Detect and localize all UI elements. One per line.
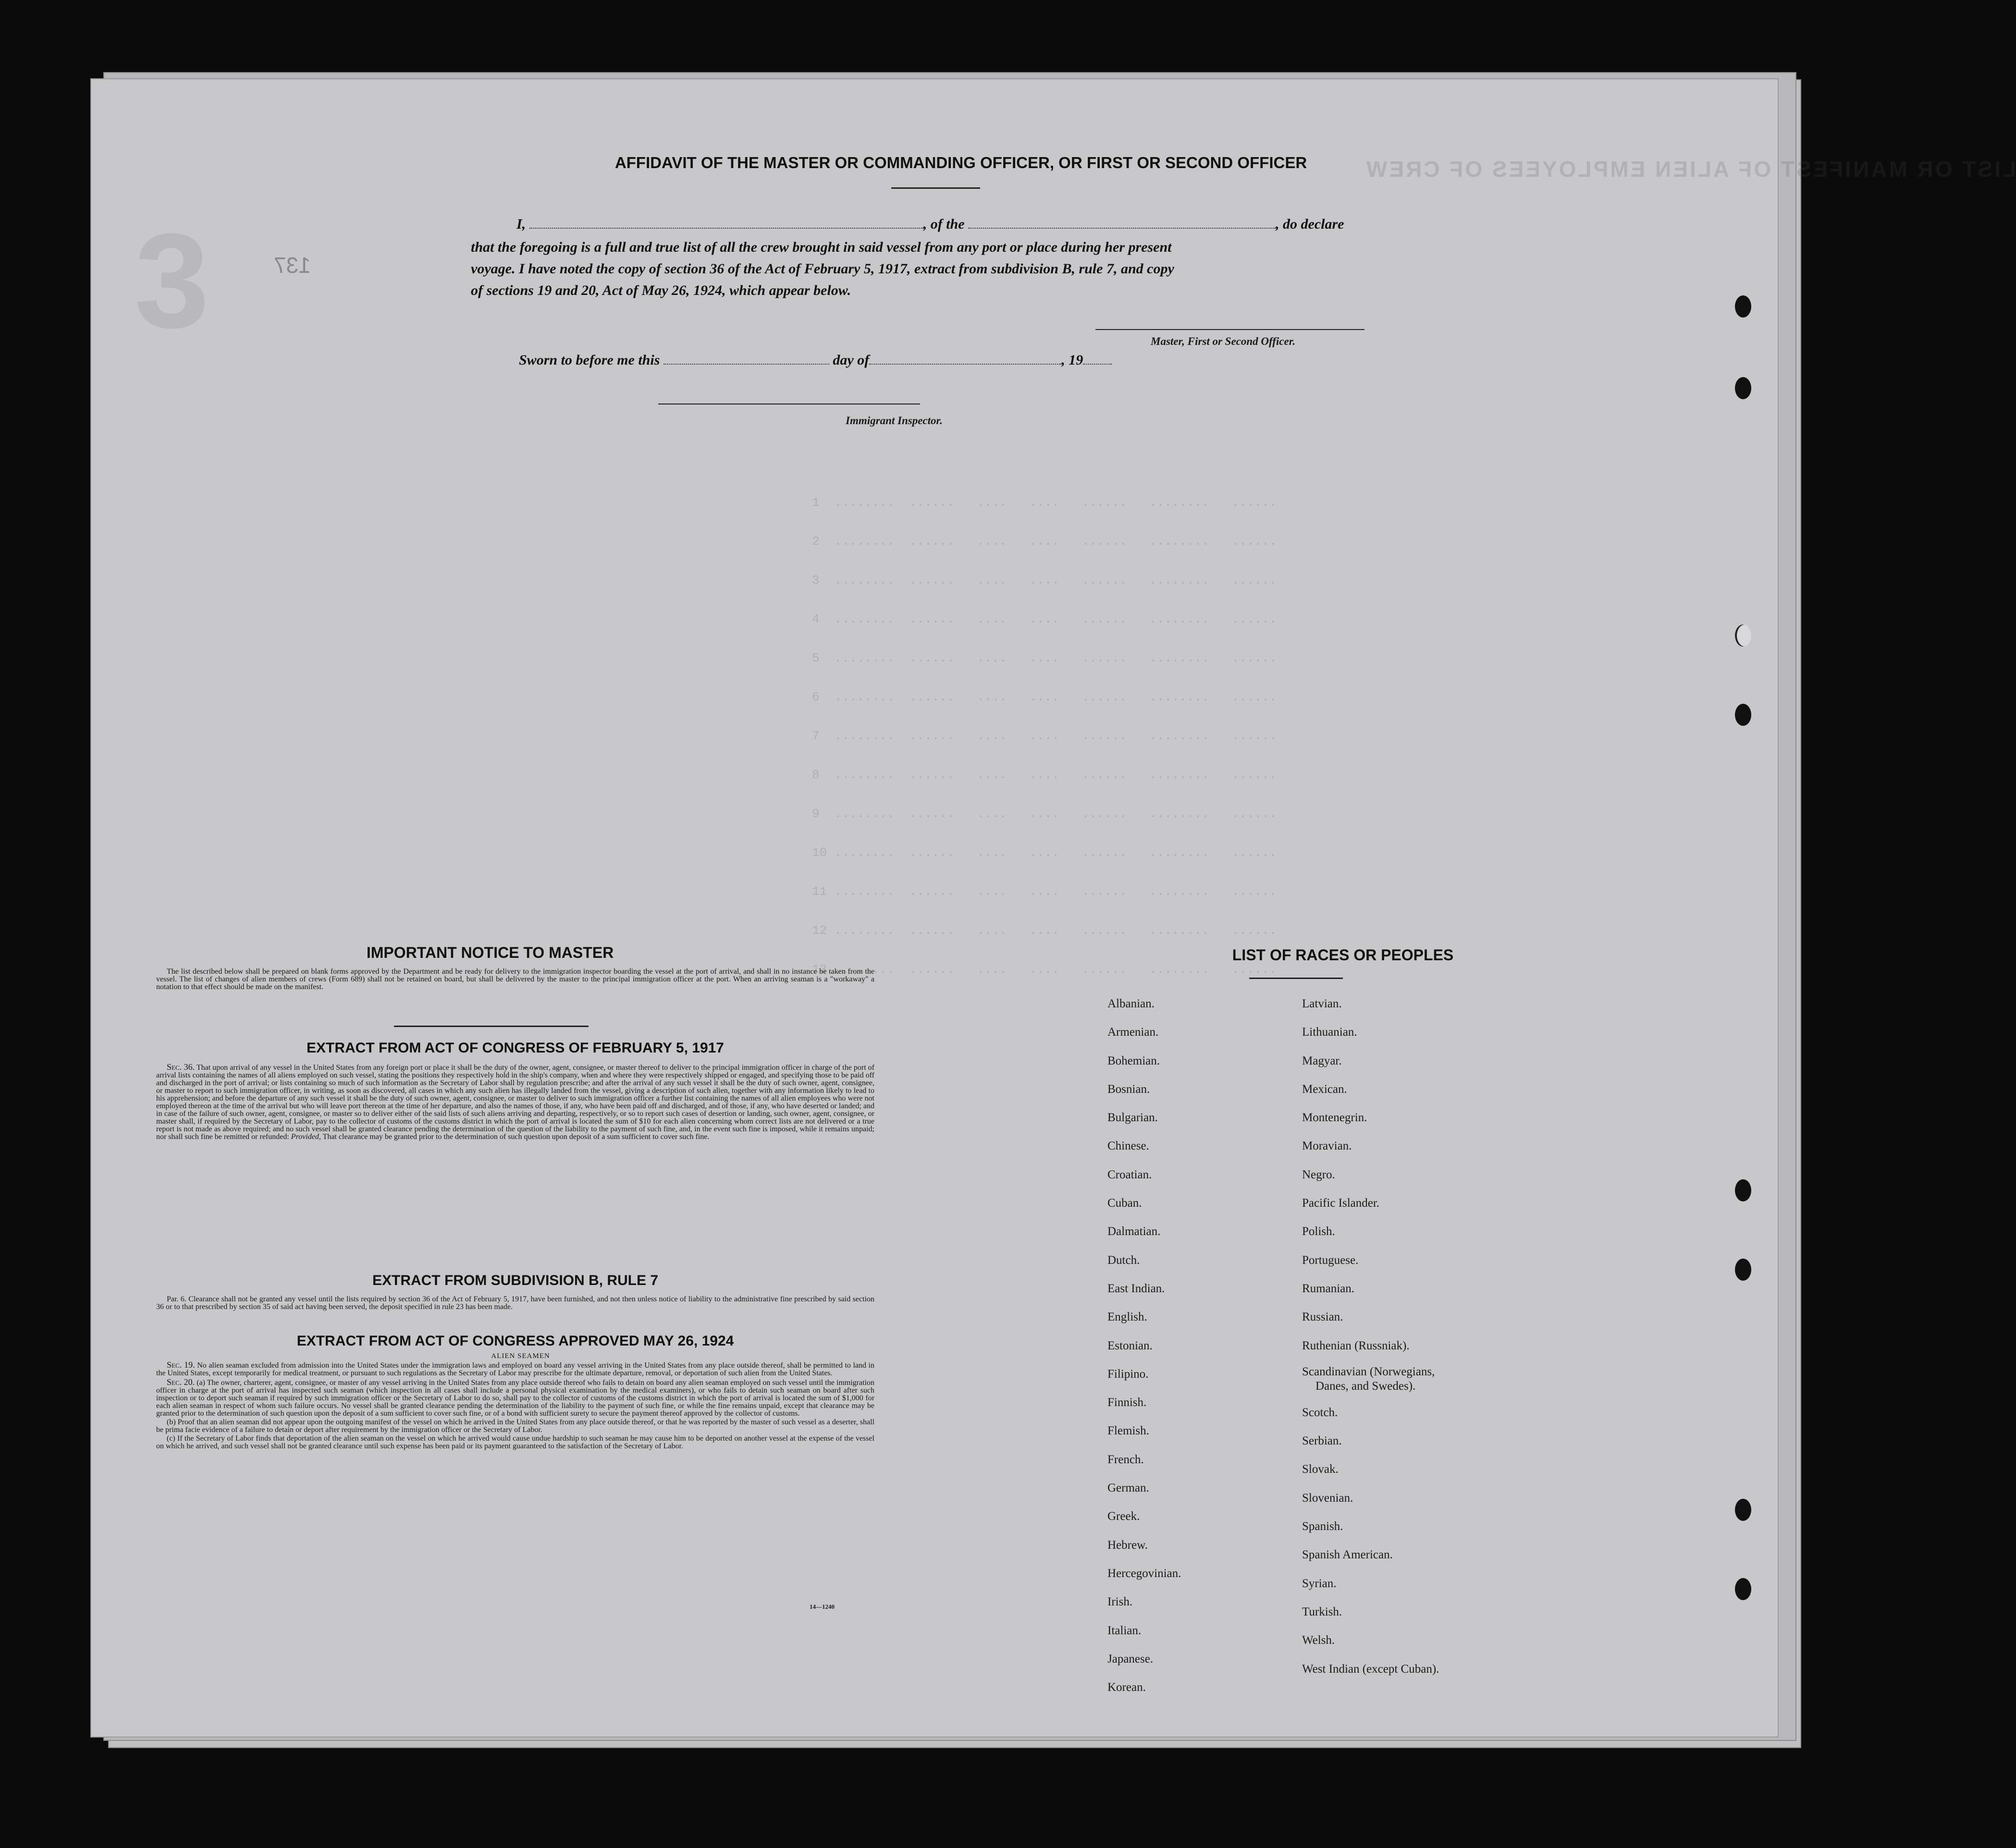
race-item: Chinese. bbox=[1107, 1139, 1149, 1153]
race-item: Greek. bbox=[1107, 1510, 1140, 1523]
race-item: Bulgarian. bbox=[1107, 1111, 1158, 1125]
sec-19-text: No alien seaman excluded from admission into the United States under the immigration laws and employed on board any vessel arriving in the United States from any place outside thereof, shall be permitted to land in the United States, except temporarily for medical treatment, or pursuant to such regulations as the Secretary of Labor may prescribe for the ultimate departure, removal, or deportation of such alien from the United States. bbox=[156, 1361, 874, 1377]
name-blank[interactable] bbox=[529, 228, 923, 229]
race-item: Albanian. bbox=[1107, 997, 1155, 1010]
races-column-2 bbox=[1302, 990, 1439, 1683]
race-item: Hercegovinian. bbox=[1107, 1567, 1181, 1580]
race-item: English. bbox=[1107, 1310, 1147, 1324]
race-item: Moravian. bbox=[1302, 1139, 1352, 1153]
race-item: Scotch. bbox=[1302, 1406, 1338, 1419]
declaration-line-1 bbox=[516, 216, 1344, 233]
race-item: Syrian. bbox=[1302, 1577, 1337, 1590]
race-item: Ruthenian (Russniak). bbox=[1302, 1339, 1410, 1352]
race-item: Rumanian. bbox=[1302, 1282, 1355, 1295]
signature-line[interactable] bbox=[1095, 329, 1364, 330]
race-item: Bosnian. bbox=[1107, 1082, 1150, 1096]
extract-1917-text bbox=[156, 1063, 874, 1142]
extract-rule7-title: EXTRACT FROM SUBDIVISION B, RULE 7 bbox=[372, 1273, 659, 1288]
race-item: Estonian. bbox=[1107, 1339, 1153, 1352]
race-item: Bohemian. bbox=[1107, 1054, 1160, 1067]
year-label: , 19 bbox=[1061, 352, 1083, 368]
race-item-line: Scandinavian (Norwegians, bbox=[1302, 1365, 1435, 1378]
rule7-paragraph: Par. 6. Clearance shall not be granted any vessel until the lists required by section 36 of the Act of February 5, 1917, have been furnished, and not then unless notice of liability to the administrative fine prescribed by said section 36 or to that prescribed by section 35 of said act having been served, the deposit specified in rule 23 has been made. bbox=[156, 1295, 874, 1311]
sec-20c-text: (c) If the Secretary of Labor finds that deportation of the alien seaman on the vessel on which he arrived would cause undue hardship to such seaman he may cause him to be deported on another vessel at the expense of the vessel on which he arrived, and such vessel shall not be granted clearance until such expense has been paid or its payment guaranteed to the satisfaction of the Secretary of Labor. bbox=[156, 1434, 874, 1450]
race-item: Filipino. bbox=[1107, 1367, 1149, 1381]
race-item: Negro. bbox=[1302, 1168, 1335, 1181]
race-item: Slovenian. bbox=[1302, 1491, 1353, 1505]
sec-36-text-end: That clearance may be granted prior to the determination of such question upon deposit of a sum sufficient to cover such fine. bbox=[322, 1133, 710, 1141]
punch-hole-icon bbox=[1735, 1578, 1751, 1600]
race-item: Russian. bbox=[1302, 1310, 1343, 1324]
day-of-label: day of bbox=[833, 352, 870, 368]
sec-20a-text: (a) The owner, charterer, agent, consignee, or master of any vessel arriving in the United States from any place outside thereof who fails to detain on board any alien seaman employed on such vessel until the immigration officer in charge at the port of arrival has inspected such seaman (which inspection in all cases shall include a personal physical examination by the medical examiners), or who fails to detain such seaman on board after such inspection or to deport such seaman if required by such immigration officer or the Secretary of Labor to do so, shall pay to the collector of customs of the customs district in which the port of arrival is located the sum of $1,000 for each alien seaman in respect of whom such failure occurs. No vessel shall be granted clearance pending the determination of the liability to the payment of such fine, or while the fine remains unpaid, except that clearance may be granted prior to the determination of such question upon the deposit of a sum sufficient to cover such fine, or of a bond with sufficient surety to secure the payment thereof approved by the collector of customs. bbox=[156, 1379, 875, 1418]
notice-rule bbox=[394, 1026, 589, 1027]
race-item: Korean. bbox=[1107, 1681, 1146, 1694]
bleed-through-mark: 3 bbox=[135, 206, 209, 356]
sec-20b-text: (b) Proof that an alien seaman did not appear upon the outgoing manifest of the vessel on which he arrived in the United States from any place outside thereof, or that he was reported by the master of such vessel as a deserter, shall be prima facie evidence of a failure to detain or deport after requirement by the immigration officer or the Secretary of Labor. bbox=[156, 1418, 874, 1434]
sworn-label: Sworn to before me this bbox=[519, 352, 660, 368]
races-column-1 bbox=[1107, 990, 1181, 1701]
declaration-line-2: that the foregoing is a full and true list of all the crew brought in said vessel from any port or place during her present bbox=[471, 239, 1172, 255]
notice-title: IMPORTANT NOTICE TO MASTER bbox=[366, 944, 614, 961]
affidavit-title-rule bbox=[891, 187, 980, 189]
form-number: 14—1240 bbox=[810, 1603, 835, 1610]
race-item: Latvian. bbox=[1302, 997, 1342, 1010]
race-item: Serbian. bbox=[1302, 1434, 1342, 1448]
race-item: Turkish. bbox=[1302, 1605, 1342, 1618]
bleed-through-heading: LIST OR MANIFEST OF ALIEN EMPLOYEES OF CREW bbox=[1364, 157, 2016, 182]
punch-hole-icon bbox=[1735, 1179, 1751, 1201]
races-title-rule bbox=[1249, 978, 1343, 979]
race-item: Lithuanian. bbox=[1302, 1026, 1357, 1039]
race-item: Polish. bbox=[1302, 1225, 1335, 1238]
race-item: Dalmatian. bbox=[1107, 1225, 1161, 1238]
punch-hole-icon bbox=[1735, 1499, 1751, 1521]
races-title: LIST OF RACES OR PEOPLES bbox=[1232, 946, 1454, 964]
inspector-caption: Immigrant Inspector. bbox=[846, 415, 943, 427]
race-item bbox=[1302, 1360, 1439, 1394]
punch-hole-icon bbox=[1735, 377, 1751, 399]
sec-36-label: Sec. 36. bbox=[167, 1062, 195, 1072]
vessel-blank[interactable] bbox=[968, 228, 1276, 229]
bleed-through-number: 137 bbox=[274, 253, 311, 278]
sworn-month-blank[interactable] bbox=[869, 364, 1061, 365]
sec-19-label: Sec. 19. bbox=[167, 1360, 195, 1370]
sec-36-text: That upon arrival of any vessel in the United States from any foreign port or place it shall be the duty of the owner, agent, consignee, or master thereof to deliver to the principal immigration officer in charge of the port of arrival lists containing the names of all aliens employed on such vessel, stating the positions they respectively hold in the ship's company, when and where they were respectively shipped or engaged, and specifying those to be paid off and discharged in the port of arrival; or lists containing so much of such information as the Secretary of Labor shall by regulation prescribe; and after the arrival of any such vessel it shall be the duty of such owner, agent, consignee, or master to report to such immigration officer, in writing, as soon as discovered, all cases in which any such alien has illegally landed from the vessel, giving a description of such alien, together with any information likely to lead to his apprehension; and before the departure of any such vessel it shall be the duty of such owner, agent, consignee, or master to deliver to such immigration officer a further list containing the names of all alien employees who were not employed thereon at the time of the arrival but who will leave port thereon at the time of her departure, and also the names of those, if any, who have been paid off and discharged, and of those, if any, who have deserted or landed; and in case of the failure of such owner, agent, consignee, or master so to deliver either of the said lists of such aliens arriving and departing, respectively, or so to report such cases of desertion or landing, such owner, agent, consignee, or master shall, if required by the Secretary of Labor, pay to the collector of customs of the customs district in which the port of arrival is located the sum of $10 for each alien concerning whom correct lists are not delivered or a true report is not made as above required; and no such vessel shall be granted clearance pending the determination of the question of the liability to the payment of such fine, and, in the event such fine is imposed, while it remains unpaid; nor shall such fine be remitted or refunded: bbox=[156, 1064, 874, 1141]
do-declare-label: , do declare bbox=[1276, 216, 1344, 232]
race-item: Flemish. bbox=[1107, 1424, 1149, 1438]
sworn-year-blank[interactable] bbox=[1083, 364, 1112, 365]
race-item: Mexican. bbox=[1302, 1082, 1347, 1096]
affidavit-title: AFFIDAVIT OF THE MASTER OR COMMANDING OFFICER, OR FIRST OR SECOND OFFICER bbox=[615, 154, 1307, 171]
race-item: Irish. bbox=[1107, 1595, 1133, 1609]
race-item: Welsh. bbox=[1302, 1634, 1335, 1647]
extract-1924-text bbox=[156, 1352, 874, 1451]
punch-hole-icon bbox=[1735, 295, 1751, 318]
i-label: I, bbox=[516, 216, 526, 232]
race-item: German. bbox=[1107, 1481, 1149, 1495]
race-item: Croatian. bbox=[1107, 1168, 1152, 1181]
punch-hole-icon bbox=[1735, 624, 1751, 647]
race-item: East Indian. bbox=[1107, 1282, 1165, 1295]
race-item: Finnish. bbox=[1107, 1396, 1147, 1409]
sworn-line bbox=[519, 352, 1112, 368]
race-item: Hebrew. bbox=[1107, 1538, 1148, 1552]
race-item: Italian. bbox=[1107, 1624, 1142, 1637]
race-item: French. bbox=[1107, 1453, 1144, 1466]
punch-hole-icon bbox=[1735, 1259, 1751, 1281]
race-item: Spanish. bbox=[1302, 1520, 1343, 1533]
of-the-label: , of the bbox=[923, 216, 965, 232]
manifest-page bbox=[91, 79, 2016, 1737]
sworn-day-blank[interactable] bbox=[664, 364, 829, 365]
race-item-line: Danes, and Swedes). bbox=[1315, 1379, 1416, 1393]
race-item: Portuguese. bbox=[1302, 1253, 1359, 1267]
race-item: Montenegrin. bbox=[1302, 1111, 1367, 1125]
alien-seamen-subtitle: ALIEN SEAMEN bbox=[491, 1352, 550, 1360]
declaration-line-3: voyage. I have noted the copy of section 36 of the Act of February 5, 1917, extract from subdivision B, rule 7, and copy bbox=[471, 261, 1174, 277]
notice-text bbox=[156, 968, 874, 992]
extract-rule7-text bbox=[156, 1296, 874, 1312]
bleed-through-rows: 1 ........ ...... .... .... ...... ........ ...... 2 ........ ...... .... .... ...... ........ ...... 3 ........ ...... .... .... ...... ........ ...... 4 ........ ...... .... .... ...... ........ ...... 5 ........ ...... .... .... ...... ........ ...... 6 ........ ...... .... .... ...... ........ ...... 7 ........ ...... .... .... ...... ........ ...... 8 ........ ...... .... .... ...... ........ ...... 9 ........ ...... .... .... ...... ........ ...... 10 ........ ...... .... .... ...... ........ ...... 11 ........ ...... .... .... ...... ........ ...... 12 ........ ...... .... .... ...... ........ ...... 13 ........ ...... .... .... ...... ........ ...... bbox=[812, 495, 1277, 977]
provided-label: Provided, bbox=[291, 1133, 321, 1141]
race-item: Cuban. bbox=[1107, 1197, 1142, 1210]
punch-hole-icon bbox=[1735, 704, 1751, 726]
race-item: Pacific Islander. bbox=[1302, 1197, 1380, 1210]
sec-20-label: Sec. 20. bbox=[167, 1377, 195, 1387]
declaration-line-4: of sections 19 and 20, Act of May 26, 1924, which appear below. bbox=[471, 282, 851, 298]
race-item: Slovak. bbox=[1302, 1463, 1339, 1476]
race-item: Magyar. bbox=[1302, 1054, 1342, 1067]
extract-1917-title: EXTRACT FROM ACT OF CONGRESS OF FEBRUARY 5, 1917 bbox=[307, 1040, 724, 1056]
notice-paragraph: The list described below shall be prepared on blank forms approved by the Department and be ready for delivery to the immigration inspector boarding the vessel at the port of arrival, and shall in no instance be taken from the vessel. The list of changes of alien members of crews (Form 689) shall not be retained on board, but shall be delivered by the master to the principal immigration officer at the port. When an arriving seaman is a "workaway" a notation to that effect should be made on the manifest. bbox=[156, 967, 874, 991]
race-item: West Indian (except Cuban). bbox=[1302, 1662, 1439, 1676]
race-item: Spanish American. bbox=[1302, 1548, 1393, 1562]
extract-1924-title: EXTRACT FROM ACT OF CONGRESS APPROVED MAY 26, 1924 bbox=[296, 1333, 734, 1349]
signature-caption: Master, First or Second Officer. bbox=[1151, 335, 1296, 347]
race-item: Dutch. bbox=[1107, 1253, 1140, 1267]
race-item: Armenian. bbox=[1107, 1026, 1159, 1039]
race-item: Japanese. bbox=[1107, 1652, 1154, 1665]
